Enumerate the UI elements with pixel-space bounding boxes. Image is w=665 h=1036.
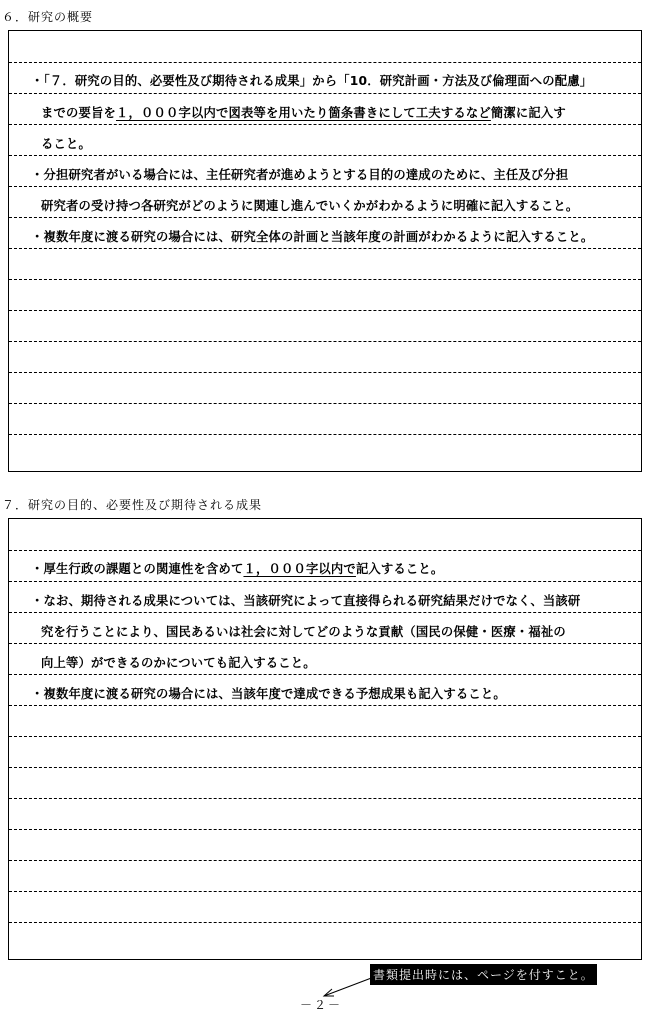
- instruction-line: ること。: [41, 137, 91, 151]
- page-number: －２－: [300, 998, 343, 1012]
- instruction-line: ・厚生行政の課題との関連性を含めて１，０００字以内で記入すること。: [31, 562, 444, 576]
- section-6-box[interactable]: [8, 30, 642, 472]
- instruction-line: ・分担研究者がいる場合には、主任研究者が進めようとする目的の達成のために、主任及び分担: [31, 168, 569, 182]
- instruction-line: ・複数年度に渡る研究の場合には、当該年度で達成できる予想成果も記入すること。: [31, 687, 506, 701]
- instruction-line: 研究者の受け持つ各研究がどのように関連し進んでいくかがわかるように明確に記入すること。: [41, 199, 579, 213]
- section-6-heading: ６．研究の概要: [2, 10, 94, 24]
- section-7-heading: ７．研究の目的、必要性及び期待される成果: [2, 498, 263, 512]
- instruction-line: 向上等）ができるのかについても記入すること。: [41, 656, 316, 670]
- page-number-note: 書類提出時には、ページを付すこと。: [370, 964, 597, 985]
- instruction-line: ・なお、期待される成果については、当該研究によって直接得られる研究結果だけでなく、当該研: [31, 594, 581, 608]
- instruction-line: 究を行うことにより、国民あるいは社会に対してどのような貢献（国民の保健・医療・福祉の: [41, 625, 566, 639]
- instruction-line: ・「７．研究の目的、必要性及び期待される成果」から「10．研究計画・方法及び倫理面への配慮」: [31, 74, 593, 88]
- instruction-line: ・複数年度に渡る研究の場合には、研究全体の計画と当該年度の計画がわかるように記入すること。: [31, 230, 594, 244]
- section-7-box[interactable]: [8, 518, 642, 960]
- instruction-line: までの要旨を１，０００字以内で図表等を用いたり箇条書きにして工夫するなど簡潔に記入す: [41, 106, 566, 120]
